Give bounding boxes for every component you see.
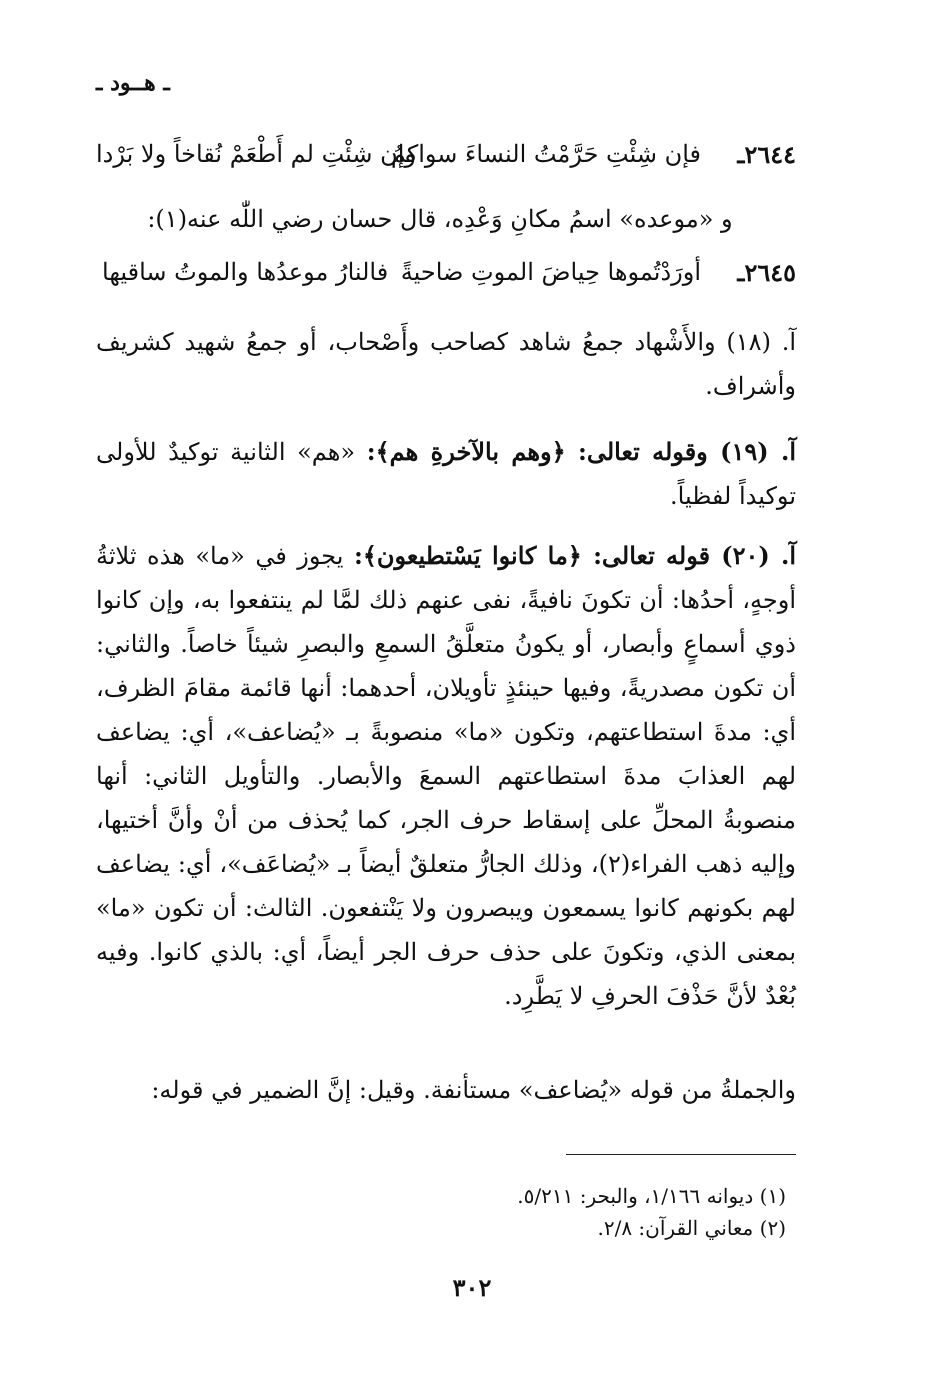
ayah-lead: آ. (١٨) [726, 328, 797, 356]
intro-line: و «موعده» اسمُ مكانِ وَعْدِه، قال حسان رضي اللّٰه عنه(١): [147, 205, 733, 233]
verse-number: ٢٦٤٤ـ [737, 140, 796, 169]
running-header: ـ هــود ـ [96, 70, 170, 96]
paragraph-ayah-18 [96, 320, 796, 408]
paragraph-text: والأَشْهاد جمعُ شاهد كصاحب وأَصْحاب، أو جمعُ شهيد كشريف وأشراف. [96, 328, 796, 400]
verse-2645 [96, 258, 796, 302]
ayah-lead: آ. (٢٠) قوله تعالى: ﴿ما كانوا يَسْتطيعون﴾: [353, 541, 797, 570]
verse-hemistich-first: أورَدْتُموها حِياضَ الموتِ ضاحيةً [400, 258, 701, 286]
paragraph-ayah-20 [96, 534, 796, 1018]
paragraph-closing: والجملةُ من قوله «يُضاعف» مستأنفة. وقيل: إنَّ الضمير في قوله: [151, 1076, 796, 1104]
footnote-1: (١) ديوانه ١/١٦٦، والبحر: ٥/٢١١. [517, 1184, 786, 1208]
verse-2644 [96, 140, 796, 184]
footnote-2: (٢) معاني القرآن: ٢/٨. [597, 1216, 786, 1240]
verse-number: ٢٦٤٥ـ [737, 258, 796, 287]
verse-hemistich-first: فإن شِئْتِ حَرَّمْتُ النساءَ سواكمُ [390, 140, 701, 168]
verse-hemistich-second: وإن شِئْتِ لم أَطْعَمْ نُقاخاً ولا بَرْدا [96, 140, 417, 168]
verse-hemistich-second: فالنارُ موعدُها والموتُ ساقيها [102, 258, 389, 286]
paragraph-text: «هم» الثانية توكيدٌ للأولى توكيداً لفظياً. [96, 438, 796, 510]
footnote-separator [566, 1154, 796, 1155]
ayah-lead: آ. (١٩) وقوله تعالى: ﴿وهم بالآخرةِ هم﴾: [366, 437, 797, 466]
paragraph-ayah-19 [96, 430, 796, 518]
page-number: ٣٠٢ [452, 1273, 492, 1302]
paragraph-text: يجوز في «ما» هذه ثلاثةُ أوجهٍ، أحدُها: أن تكونَ نافيةً، نفى عنهم ذلك لمَّا لم ينتفعوا به، وإن كانوا ذوي أسماعٍ وأبصار، أو يكونُ متعلَّقُ السمعِ والبصرِ شيئاً خاصاً. والثاني: أن تكون مصدريةً، وفيها حينئذٍ تأويلان، أحدهما: أنها قائمة مقامَ الظرف، أي: مدةَ استطاعتهم، وتكون «ما» منصوبةً بـ «يُضاعف»، أي: يضاعف لهم العذابَ مدةَ استطاعتهم السمعَ والأبصار. والتأويل الثاني: أنها منصوبةُ المحلِّ على إسقاط حرف الجر، كما يُحذف من أنْ وأنَّ أختيها، وإليه ذهب الفراء(٢)، وذلك الجارُّ متعلقٌ أيضاً بـ «يُضاعَف»، أي: يضاعف لهم بكونهم كانوا يسمعون ويبصرون ولا يَنْتفعون. الثالث: أن تكون «ما» بمعنى الذي، وتكونَ على حذف حرف الجر أيضاً، أي: بالذي كانوا. وفيه بُعْدٌ لأنَّ حَذْفَ الحرفِ لا يَطَّرِد. [96, 542, 797, 1010]
